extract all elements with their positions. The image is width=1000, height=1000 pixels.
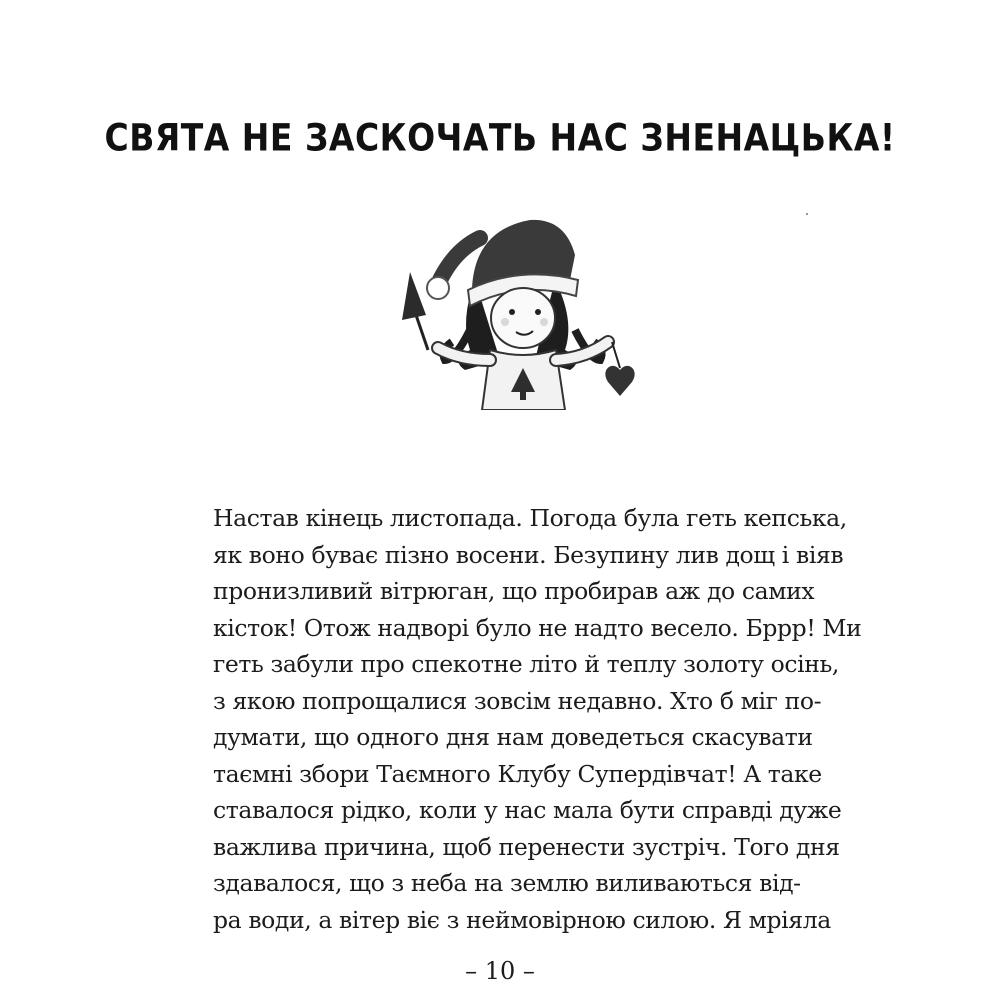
text-line: як воно буває пізно восени. Безупину лив дощ і віяв [213, 540, 844, 569]
body-text [213, 500, 862, 938]
text-line: геть забули про спекотне літо й теплу золоту осінь, [213, 650, 839, 678]
text-line: важлива причина, щоб перенести зустріч. Того дня [213, 832, 840, 861]
print-speck [806, 213, 808, 215]
christmas-tree-icon [402, 272, 428, 350]
text-line: пронизливий вітрюган, що пробирав аж до самих [213, 577, 815, 605]
text-line: думати, що одного дня нам доведеться скасувати [213, 723, 813, 751]
heart-ornament-icon [605, 342, 634, 396]
girl-in-santa-hat-illustration [380, 210, 650, 410]
text-line: здавалося, що з неба на землю виливаються від- [213, 869, 801, 897]
page-number: – 10 – [465, 957, 535, 985]
text-line: таємні збори Таємного Клубу Супердівчат! А таке [213, 759, 822, 788]
text-line: з якою попрощалися зовсім недавно. Хто б міг по- [213, 686, 822, 715]
text-line: ра води, а вітер віє з неймовірною силою. Я мріяла [213, 905, 831, 934]
text-line: кісток! Отож надворі було не надто весело. Бррр! Ми [213, 613, 862, 642]
text-line: ставалося рідко, коли у нас мала бути справді дуже [213, 796, 842, 824]
chapter-title: СВЯТА НЕ ЗАСКОЧАТЬ НАС ЗНЕНАЦЬКА! [104, 115, 896, 160]
text-line: Настав кінець листопада. Погода була геть кепська, [213, 504, 847, 532]
